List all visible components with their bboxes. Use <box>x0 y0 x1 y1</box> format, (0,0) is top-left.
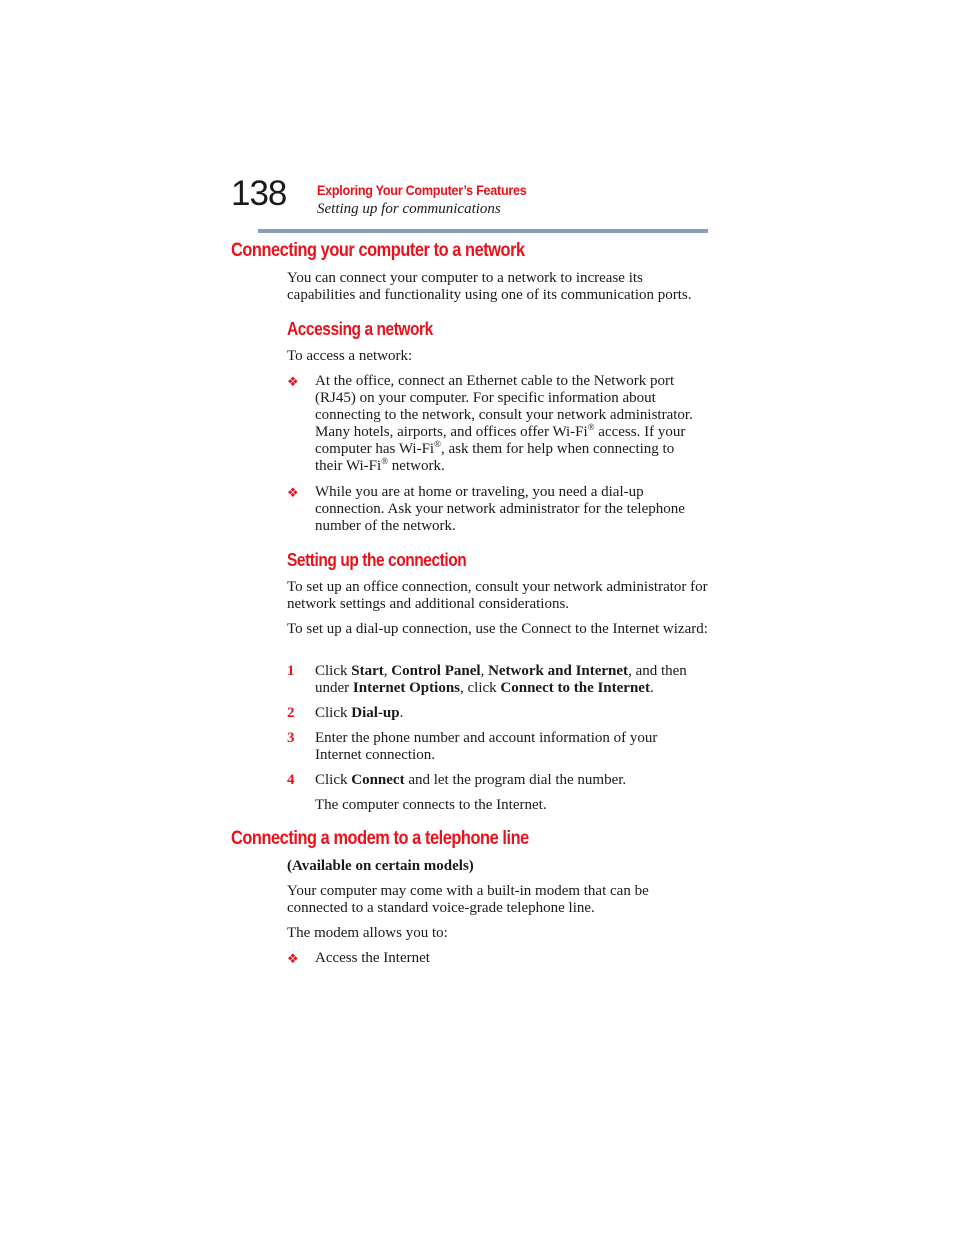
setup-para-dialup: To set up a dial-up connection, use the Connect to the Internet wizard: <box>287 621 708 637</box>
step-2: Click Dial-up. <box>315 705 404 721</box>
bullet-office <box>315 373 725 475</box>
heading-connecting-modem: Connecting a modem to a telephone line <box>231 828 529 849</box>
bullet-office-line: computer has Wi-Fi®, ask them for help when connecting to <box>315 439 675 457</box>
registered-mark: ® <box>587 422 595 432</box>
page-number: 138 <box>231 174 287 213</box>
step-number: 3 <box>287 730 295 746</box>
section-title: Setting up for communications <box>317 201 501 217</box>
header-rule <box>258 229 708 233</box>
chapter-title: Exploring Your Computer’s Features <box>317 182 527 198</box>
step-3: Enter the phone number and account information of your Internet connection. <box>315 730 658 763</box>
bullet-icon: ❖ <box>287 951 299 966</box>
heading-setting-up-connection: Setting up the connection <box>287 550 467 570</box>
step-number: 2 <box>287 705 295 721</box>
bullet-icon: ❖ <box>287 485 299 500</box>
step-1: Click Start, Control Panel, Network and Internet, and then under Internet Options, click Connect to the Internet. <box>315 663 687 696</box>
network-intro: You can connect your computer to a network to increase its capabilities and functionality using one of its communication ports. <box>287 270 692 303</box>
modem-allows: The modem allows you to: <box>287 925 448 941</box>
heading-accessing-network: Accessing a network <box>287 319 433 339</box>
accessing-intro: To access a network: <box>287 348 413 364</box>
registered-mark: ® <box>381 456 389 466</box>
bullet-dialup: While you are at home or traveling, you need a dial-up connection. Ask your network administrator for the telephone number of the network. <box>315 484 685 534</box>
modem-para: Your computer may come with a built-in modem that can be connected to a standard voice-grade telephone line. <box>287 883 649 916</box>
bullet-office-line: (RJ45) on your computer. For specific information about <box>315 390 656 406</box>
heading-connecting-network: Connecting your computer to a network <box>231 240 525 261</box>
bullet-office-line: connecting to the network, consult your network administrator. <box>315 407 693 423</box>
bullet-office-line: Many hotels, airports, and offices offer Wi-Fi® access. If your <box>315 422 686 440</box>
bullet-access-internet: Access the Internet <box>315 950 430 966</box>
step-result: The computer connects to the Internet. <box>315 797 547 813</box>
step-4: Click Connect and let the program dial the number. <box>315 772 627 788</box>
setup-para-office: To set up an office connection, consult your network administrator for network settings and additional considerations. <box>287 579 708 612</box>
bullet-office-line: At the office, connect an Ethernet cable to the Network port <box>315 373 675 389</box>
step-number: 1 <box>287 663 295 679</box>
bullet-icon: ❖ <box>287 374 299 389</box>
step-number: 4 <box>287 772 295 788</box>
bullet-office-line: their Wi-Fi® network. <box>315 456 445 474</box>
registered-mark: ® <box>434 439 441 449</box>
availability-note: (Available on certain models) <box>287 858 474 874</box>
